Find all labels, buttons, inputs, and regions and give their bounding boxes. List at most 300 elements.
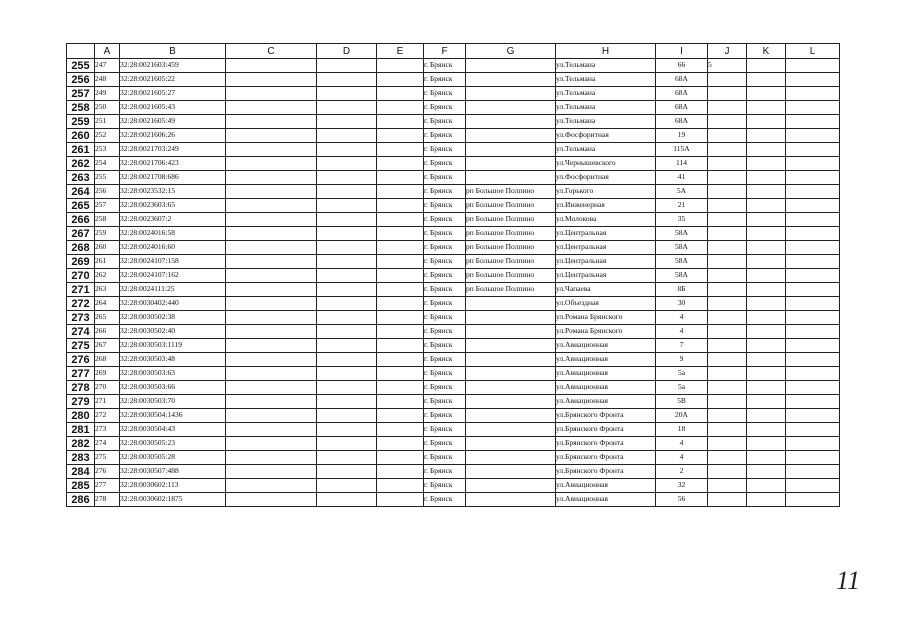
cell-f[interactable]: г. Брянск <box>424 367 466 381</box>
cell-a[interactable]: 274 <box>95 437 120 451</box>
cell-i[interactable]: 8Б <box>656 283 708 297</box>
cell-h[interactable]: ул.Авиационная <box>556 367 656 381</box>
cell-j[interactable] <box>708 227 747 241</box>
cell-e[interactable] <box>377 479 424 493</box>
cell-k[interactable] <box>747 353 786 367</box>
cell-b[interactable]: 32:28:0024016:58 <box>120 227 226 241</box>
cell-b[interactable]: 32:28:0021603:459 <box>120 59 226 73</box>
cell-j[interactable] <box>708 493 747 507</box>
cell-f[interactable]: г. Брянск <box>424 297 466 311</box>
cell-l[interactable] <box>786 311 840 325</box>
cell-i[interactable]: 114 <box>656 157 708 171</box>
cell-d[interactable] <box>317 409 377 423</box>
cell-k[interactable] <box>747 479 786 493</box>
cell-k[interactable] <box>747 395 786 409</box>
cell-h[interactable]: ул.Чапаева <box>556 283 656 297</box>
cell-l[interactable] <box>786 227 840 241</box>
cell-e[interactable] <box>377 437 424 451</box>
column-header-e[interactable]: E <box>377 44 424 59</box>
cell-h[interactable]: ул.Фосфоритная <box>556 171 656 185</box>
cell-k[interactable] <box>747 409 786 423</box>
cell-c[interactable] <box>226 213 317 227</box>
cell-h[interactable]: ул.Брянского Фронта <box>556 437 656 451</box>
cell-a[interactable]: 263 <box>95 283 120 297</box>
cell-d[interactable] <box>317 185 377 199</box>
cell-k[interactable] <box>747 493 786 507</box>
cell-d[interactable] <box>317 381 377 395</box>
cell-a[interactable]: 269 <box>95 367 120 381</box>
row-number[interactable]: 257 <box>67 87 95 101</box>
cell-i[interactable]: 68А <box>656 73 708 87</box>
cell-d[interactable] <box>317 395 377 409</box>
column-header-l[interactable]: L <box>786 44 840 59</box>
cell-a[interactable]: 261 <box>95 255 120 269</box>
row-number[interactable]: 276 <box>67 353 95 367</box>
cell-j[interactable] <box>708 87 747 101</box>
cell-d[interactable] <box>317 87 377 101</box>
cell-g[interactable] <box>466 479 556 493</box>
row-number[interactable]: 267 <box>67 227 95 241</box>
cell-e[interactable] <box>377 409 424 423</box>
cell-g[interactable] <box>466 465 556 479</box>
cell-h[interactable]: ул.Объездная <box>556 297 656 311</box>
cell-d[interactable] <box>317 367 377 381</box>
cell-h[interactable]: ул.Брянского Фронта <box>556 409 656 423</box>
row-number[interactable]: 258 <box>67 101 95 115</box>
cell-f[interactable]: г. Брянск <box>424 101 466 115</box>
cell-f[interactable]: г. Брянск <box>424 451 466 465</box>
cell-i[interactable]: 58А <box>656 269 708 283</box>
cell-j[interactable] <box>708 325 747 339</box>
cell-f[interactable]: г. Брянск <box>424 255 466 269</box>
cell-b[interactable]: 32:28:0030502:38 <box>120 311 226 325</box>
cell-h[interactable]: ул.Центральная <box>556 227 656 241</box>
cell-f[interactable]: г. Брянск <box>424 437 466 451</box>
cell-f[interactable]: г. Брянск <box>424 87 466 101</box>
cell-d[interactable] <box>317 269 377 283</box>
cell-g[interactable] <box>466 311 556 325</box>
cell-e[interactable] <box>377 451 424 465</box>
cell-c[interactable] <box>226 409 317 423</box>
cell-l[interactable] <box>786 437 840 451</box>
cell-d[interactable] <box>317 157 377 171</box>
cell-k[interactable] <box>747 59 786 73</box>
cell-c[interactable] <box>226 493 317 507</box>
cell-f[interactable]: г. Брянск <box>424 311 466 325</box>
cell-l[interactable] <box>786 157 840 171</box>
cell-l[interactable] <box>786 115 840 129</box>
cell-e[interactable] <box>377 171 424 185</box>
cell-l[interactable] <box>786 479 840 493</box>
cell-e[interactable] <box>377 101 424 115</box>
cell-k[interactable] <box>747 437 786 451</box>
cell-k[interactable] <box>747 423 786 437</box>
cell-f[interactable]: г. Брянск <box>424 423 466 437</box>
cell-c[interactable] <box>226 255 317 269</box>
cell-k[interactable] <box>747 241 786 255</box>
row-number[interactable]: 274 <box>67 325 95 339</box>
cell-h[interactable]: ул.Молокова <box>556 213 656 227</box>
cell-l[interactable] <box>786 409 840 423</box>
cell-f[interactable]: г. Брянск <box>424 213 466 227</box>
cell-c[interactable] <box>226 241 317 255</box>
cell-i[interactable]: 56 <box>656 493 708 507</box>
cell-b[interactable]: 32:28:0021708:686 <box>120 171 226 185</box>
cell-c[interactable] <box>226 227 317 241</box>
cell-k[interactable] <box>747 213 786 227</box>
cell-k[interactable] <box>747 297 786 311</box>
column-header-d[interactable]: D <box>317 44 377 59</box>
cell-c[interactable] <box>226 353 317 367</box>
column-header-b[interactable]: B <box>120 44 226 59</box>
cell-k[interactable] <box>747 73 786 87</box>
cell-i[interactable]: 4 <box>656 437 708 451</box>
cell-i[interactable]: 68А <box>656 101 708 115</box>
cell-k[interactable] <box>747 129 786 143</box>
cell-e[interactable] <box>377 73 424 87</box>
cell-c[interactable] <box>226 325 317 339</box>
cell-j[interactable] <box>708 353 747 367</box>
cell-g[interactable] <box>466 73 556 87</box>
cell-h[interactable]: ул.Брянского Фронта <box>556 423 656 437</box>
cell-k[interactable] <box>747 269 786 283</box>
cell-l[interactable] <box>786 367 840 381</box>
cell-j[interactable] <box>708 185 747 199</box>
cell-d[interactable] <box>317 353 377 367</box>
cell-d[interactable] <box>317 59 377 73</box>
cell-h[interactable]: ул.Тельмана <box>556 115 656 129</box>
cell-g[interactable] <box>466 115 556 129</box>
cell-b[interactable]: 32:28:0021605:22 <box>120 73 226 87</box>
cell-a[interactable]: 277 <box>95 479 120 493</box>
cell-d[interactable] <box>317 297 377 311</box>
cell-a[interactable]: 251 <box>95 115 120 129</box>
cell-a[interactable]: 275 <box>95 451 120 465</box>
cell-j[interactable] <box>708 465 747 479</box>
cell-j[interactable] <box>708 381 747 395</box>
cell-d[interactable] <box>317 199 377 213</box>
cell-c[interactable] <box>226 437 317 451</box>
cell-l[interactable] <box>786 451 840 465</box>
column-header-i[interactable]: I <box>656 44 708 59</box>
cell-j[interactable] <box>708 269 747 283</box>
row-number[interactable]: 270 <box>67 269 95 283</box>
cell-d[interactable] <box>317 227 377 241</box>
cell-g[interactable] <box>466 451 556 465</box>
cell-k[interactable] <box>747 171 786 185</box>
cell-b[interactable]: 32:28:0024016:60 <box>120 241 226 255</box>
cell-f[interactable]: г. Брянск <box>424 115 466 129</box>
cell-b[interactable]: 32:28:0030507:488 <box>120 465 226 479</box>
row-number[interactable]: 286 <box>67 493 95 507</box>
cell-h[interactable]: ул.Горького <box>556 185 656 199</box>
cell-h[interactable]: ул.Инженерная <box>556 199 656 213</box>
cell-g[interactable]: рп Большое Полпино <box>466 213 556 227</box>
row-number[interactable]: 260 <box>67 129 95 143</box>
cell-e[interactable] <box>377 199 424 213</box>
cell-b[interactable]: 32:28:0030505:28 <box>120 451 226 465</box>
cell-a[interactable]: 276 <box>95 465 120 479</box>
cell-l[interactable] <box>786 59 840 73</box>
cell-a[interactable]: 267 <box>95 339 120 353</box>
column-header-k[interactable]: K <box>747 44 786 59</box>
cell-d[interactable] <box>317 241 377 255</box>
row-number[interactable]: 268 <box>67 241 95 255</box>
cell-a[interactable]: 265 <box>95 311 120 325</box>
cell-i[interactable]: 2 <box>656 465 708 479</box>
cell-h[interactable]: ул.Чернышевского <box>556 157 656 171</box>
cell-d[interactable] <box>317 255 377 269</box>
cell-a[interactable]: 248 <box>95 73 120 87</box>
cell-h[interactable]: ул.Центральная <box>556 255 656 269</box>
cell-j[interactable] <box>708 311 747 325</box>
cell-e[interactable] <box>377 59 424 73</box>
row-number[interactable]: 264 <box>67 185 95 199</box>
column-header-j[interactable]: J <box>708 44 747 59</box>
cell-h[interactable]: ул.Авиационная <box>556 353 656 367</box>
cell-d[interactable] <box>317 451 377 465</box>
cell-f[interactable]: г. Брянск <box>424 185 466 199</box>
cell-f[interactable]: г. Брянск <box>424 381 466 395</box>
cell-a[interactable]: 266 <box>95 325 120 339</box>
corner-cell[interactable] <box>67 44 95 59</box>
cell-b[interactable]: 32:28:0024107:162 <box>120 269 226 283</box>
cell-b[interactable]: 32:28:0030602:1875 <box>120 493 226 507</box>
cell-l[interactable] <box>786 353 840 367</box>
cell-l[interactable] <box>786 143 840 157</box>
cell-h[interactable]: ул.Тельмана <box>556 73 656 87</box>
cell-b[interactable]: 32:28:0023532:15 <box>120 185 226 199</box>
column-header-g[interactable]: G <box>466 44 556 59</box>
cell-j[interactable] <box>708 437 747 451</box>
cell-g[interactable] <box>466 493 556 507</box>
cell-h[interactable]: ул.Авиационная <box>556 395 656 409</box>
cell-e[interactable] <box>377 185 424 199</box>
cell-c[interactable] <box>226 101 317 115</box>
cell-c[interactable] <box>226 311 317 325</box>
cell-c[interactable] <box>226 381 317 395</box>
cell-d[interactable] <box>317 437 377 451</box>
cell-i[interactable]: 66 <box>656 59 708 73</box>
cell-l[interactable] <box>786 213 840 227</box>
cell-b[interactable]: 32:28:0030504:1436 <box>120 409 226 423</box>
cell-f[interactable]: г. Брянск <box>424 59 466 73</box>
cell-h[interactable]: ул.Тельмана <box>556 87 656 101</box>
cell-h[interactable]: ул.Тельмана <box>556 59 656 73</box>
cell-i[interactable]: 5В <box>656 395 708 409</box>
cell-b[interactable]: 32:28:0021605:43 <box>120 101 226 115</box>
cell-e[interactable] <box>377 87 424 101</box>
cell-f[interactable]: г. Брянск <box>424 73 466 87</box>
cell-k[interactable] <box>747 311 786 325</box>
cell-k[interactable] <box>747 227 786 241</box>
cell-k[interactable] <box>747 87 786 101</box>
cell-l[interactable] <box>786 325 840 339</box>
cell-f[interactable]: г. Брянск <box>424 339 466 353</box>
cell-c[interactable] <box>226 479 317 493</box>
cell-e[interactable] <box>377 157 424 171</box>
cell-g[interactable] <box>466 381 556 395</box>
cell-j[interactable] <box>708 241 747 255</box>
cell-k[interactable] <box>747 283 786 297</box>
cell-l[interactable] <box>786 185 840 199</box>
cell-e[interactable] <box>377 465 424 479</box>
cell-k[interactable] <box>747 115 786 129</box>
cell-i[interactable]: 21 <box>656 199 708 213</box>
cell-d[interactable] <box>317 143 377 157</box>
cell-g[interactable] <box>466 437 556 451</box>
cell-i[interactable]: 5а <box>656 367 708 381</box>
cell-b[interactable]: 32:28:0030505:23 <box>120 437 226 451</box>
cell-h[interactable]: ул.Романа Брянского <box>556 325 656 339</box>
cell-i[interactable]: 18 <box>656 423 708 437</box>
cell-a[interactable]: 254 <box>95 157 120 171</box>
cell-g[interactable] <box>466 171 556 185</box>
cell-l[interactable] <box>786 101 840 115</box>
cell-a[interactable]: 250 <box>95 101 120 115</box>
cell-c[interactable] <box>226 59 317 73</box>
cell-j[interactable] <box>708 129 747 143</box>
cell-g[interactable]: рп Большое Полпино <box>466 185 556 199</box>
cell-e[interactable] <box>377 143 424 157</box>
cell-e[interactable] <box>377 423 424 437</box>
cell-f[interactable]: г. Брянск <box>424 199 466 213</box>
cell-a[interactable]: 273 <box>95 423 120 437</box>
cell-c[interactable] <box>226 269 317 283</box>
cell-g[interactable] <box>466 353 556 367</box>
cell-i[interactable]: 20А <box>656 409 708 423</box>
cell-k[interactable] <box>747 185 786 199</box>
cell-a[interactable]: 247 <box>95 59 120 73</box>
cell-f[interactable]: г. Брянск <box>424 409 466 423</box>
cell-a[interactable]: 260 <box>95 241 120 255</box>
cell-j[interactable] <box>708 115 747 129</box>
cell-f[interactable]: г. Брянск <box>424 395 466 409</box>
cell-l[interactable] <box>786 465 840 479</box>
cell-e[interactable] <box>377 115 424 129</box>
cell-i[interactable]: 115А <box>656 143 708 157</box>
cell-i[interactable]: 58А <box>656 227 708 241</box>
cell-g[interactable]: рп Большое Полпино <box>466 283 556 297</box>
cell-l[interactable] <box>786 199 840 213</box>
cell-g[interactable]: рп Большое Полпино <box>466 199 556 213</box>
cell-k[interactable] <box>747 451 786 465</box>
cell-g[interactable]: рп Большое Полпино <box>466 241 556 255</box>
cell-j[interactable] <box>708 283 747 297</box>
cell-e[interactable] <box>377 311 424 325</box>
cell-c[interactable] <box>226 395 317 409</box>
cell-j[interactable] <box>708 395 747 409</box>
cell-g[interactable] <box>466 157 556 171</box>
cell-c[interactable] <box>226 423 317 437</box>
column-header-a[interactable]: A <box>95 44 120 59</box>
cell-c[interactable] <box>226 297 317 311</box>
cell-a[interactable]: 262 <box>95 269 120 283</box>
row-number[interactable]: 269 <box>67 255 95 269</box>
cell-k[interactable] <box>747 465 786 479</box>
cell-h[interactable]: ул.Авиационная <box>556 479 656 493</box>
cell-l[interactable] <box>786 269 840 283</box>
cell-k[interactable] <box>747 381 786 395</box>
cell-d[interactable] <box>317 465 377 479</box>
cell-c[interactable] <box>226 339 317 353</box>
cell-a[interactable]: 249 <box>95 87 120 101</box>
cell-c[interactable] <box>226 367 317 381</box>
cell-g[interactable] <box>466 87 556 101</box>
cell-a[interactable]: 252 <box>95 129 120 143</box>
cell-j[interactable] <box>708 451 747 465</box>
cell-l[interactable] <box>786 381 840 395</box>
cell-j[interactable] <box>708 297 747 311</box>
cell-f[interactable]: г. Брянск <box>424 269 466 283</box>
row-number[interactable]: 271 <box>67 283 95 297</box>
cell-b[interactable]: 32:28:0024111:25 <box>120 283 226 297</box>
cell-i[interactable]: 5а <box>656 381 708 395</box>
cell-e[interactable] <box>377 381 424 395</box>
cell-c[interactable] <box>226 129 317 143</box>
cell-c[interactable] <box>226 143 317 157</box>
cell-f[interactable]: г. Брянск <box>424 493 466 507</box>
row-number[interactable]: 277 <box>67 367 95 381</box>
cell-j[interactable] <box>708 157 747 171</box>
cell-g[interactable]: рп Большое Полпино <box>466 227 556 241</box>
cell-f[interactable]: г. Брянск <box>424 479 466 493</box>
cell-h[interactable]: ул.Тельмана <box>556 143 656 157</box>
cell-a[interactable]: 278 <box>95 493 120 507</box>
row-number[interactable]: 275 <box>67 339 95 353</box>
cell-g[interactable] <box>466 129 556 143</box>
cell-b[interactable]: 32:28:0030502:40 <box>120 325 226 339</box>
column-header-f[interactable]: F <box>424 44 466 59</box>
cell-d[interactable] <box>317 101 377 115</box>
row-number[interactable]: 280 <box>67 409 95 423</box>
cell-a[interactable]: 264 <box>95 297 120 311</box>
cell-k[interactable] <box>747 199 786 213</box>
cell-i[interactable]: 68А <box>656 87 708 101</box>
cell-i[interactable]: 32 <box>656 479 708 493</box>
row-number[interactable]: 284 <box>67 465 95 479</box>
cell-c[interactable] <box>226 451 317 465</box>
cell-b[interactable]: 32:28:0030504:43 <box>120 423 226 437</box>
cell-b[interactable]: 32:28:0030503:1119 <box>120 339 226 353</box>
row-number[interactable]: 273 <box>67 311 95 325</box>
cell-c[interactable] <box>226 87 317 101</box>
cell-f[interactable]: г. Брянск <box>424 227 466 241</box>
cell-i[interactable]: 58А <box>656 255 708 269</box>
cell-e[interactable] <box>377 241 424 255</box>
cell-e[interactable] <box>377 325 424 339</box>
cell-f[interactable]: г. Брянск <box>424 157 466 171</box>
cell-j[interactable] <box>708 409 747 423</box>
cell-e[interactable] <box>377 227 424 241</box>
cell-d[interactable] <box>317 493 377 507</box>
cell-h[interactable]: ул.Центральная <box>556 269 656 283</box>
cell-i[interactable]: 4 <box>656 325 708 339</box>
row-number[interactable]: 261 <box>67 143 95 157</box>
cell-a[interactable]: 258 <box>95 213 120 227</box>
cell-b[interactable]: 32:28:0021703:249 <box>120 143 226 157</box>
cell-k[interactable] <box>747 339 786 353</box>
cell-c[interactable] <box>226 185 317 199</box>
cell-f[interactable]: г. Брянск <box>424 129 466 143</box>
cell-i[interactable]: 35 <box>656 213 708 227</box>
cell-g[interactable] <box>466 59 556 73</box>
cell-g[interactable]: рп Большое Полпино <box>466 269 556 283</box>
cell-f[interactable]: г. Брянск <box>424 465 466 479</box>
cell-d[interactable] <box>317 115 377 129</box>
cell-d[interactable] <box>317 339 377 353</box>
row-number[interactable]: 263 <box>67 171 95 185</box>
